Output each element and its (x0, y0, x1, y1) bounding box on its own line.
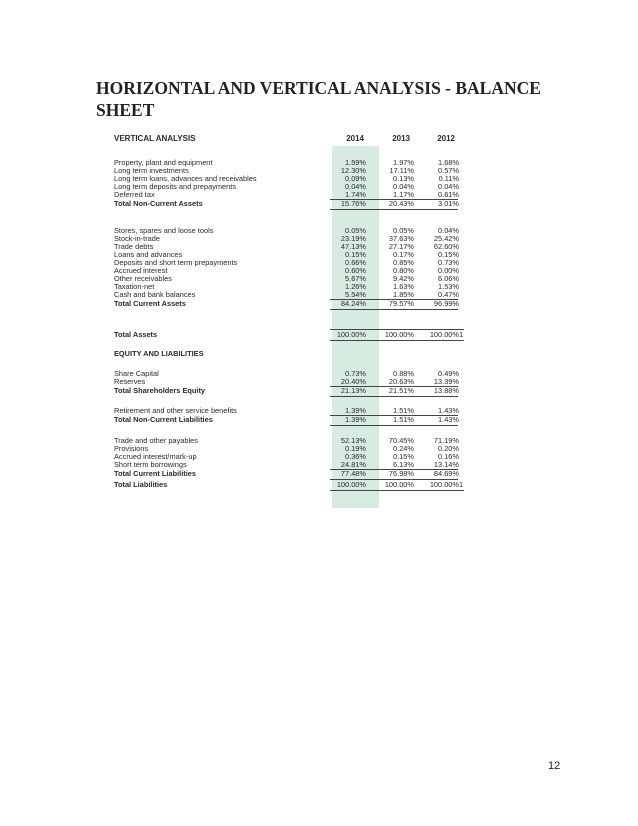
value-2012: 0.73% (438, 258, 459, 267)
value-2014: 24.81% (340, 460, 366, 469)
year-2012-header: 2012 (437, 134, 455, 143)
truncated-column-mark: 1 (459, 480, 464, 489)
row-label: Taxation-net (114, 282, 155, 291)
value-2012: 96.99% (433, 299, 459, 308)
table-row (114, 407, 464, 415)
value-2013: 76.98% (388, 469, 414, 478)
value-2012: 100.00% (429, 330, 459, 339)
value-2014: 21.13% (340, 386, 366, 395)
row-label: Loans and advances (114, 250, 183, 259)
value-2014: 0.04% (345, 182, 366, 191)
value-2014: 0.73% (345, 369, 366, 378)
row-label: Reserves (114, 377, 146, 386)
row-label: Total Assets (114, 330, 158, 339)
row-label: Property, plant and equipment (114, 158, 213, 167)
value-2012: 25.42% (433, 234, 459, 243)
value-2014: 23.19% (340, 234, 366, 243)
value-2012: 0.20% (438, 444, 459, 453)
value-2012: 0.16% (438, 452, 459, 461)
subtotal-rule (330, 209, 458, 210)
value-2014: 15.76% (340, 199, 366, 208)
row-label: Stock-in-trade (114, 234, 161, 243)
row-label: Total Current Liabilities (114, 469, 196, 478)
value-2014: 0.66% (345, 258, 366, 267)
value-2014: 1.39% (345, 406, 366, 415)
vertical-analysis-table (114, 134, 464, 512)
table-row (114, 331, 464, 339)
value-2014: 1.74% (345, 190, 366, 199)
value-2014: 12.30% (340, 166, 366, 175)
value-2013: 0.05% (393, 226, 414, 235)
value-2013: 1.51% (393, 415, 414, 424)
value-2013: 20.43% (388, 199, 414, 208)
value-2014: 0.19% (345, 444, 366, 453)
table-title: VERTICAL ANALYSIS (114, 134, 196, 143)
value-2012: 3.01% (438, 199, 459, 208)
row-label: Trade and other payables (114, 436, 198, 445)
value-2013: 100.00% (384, 330, 414, 339)
value-2013: 1.63% (393, 282, 414, 291)
row-label: Stores, spares and loose tools (114, 226, 214, 235)
value-2012: 1.53% (438, 282, 459, 291)
total-rule (330, 490, 464, 491)
row-label: Total Shareholders Equity (114, 386, 206, 395)
year-2013-header: 2013 (392, 134, 410, 143)
value-2013: 9.42% (393, 274, 414, 283)
value-2012: 0.61% (438, 190, 459, 199)
year-2014-header: 2014 (346, 134, 364, 143)
truncated-column-mark: 1 (459, 330, 464, 339)
value-2013: 20.63% (388, 377, 414, 386)
table-row (114, 291, 464, 299)
value-2012: 0.04% (438, 226, 459, 235)
row-label: Retirement and other service benefits (114, 406, 237, 415)
value-2012: 0.11% (438, 174, 459, 183)
value-2013: 1.85% (393, 290, 414, 299)
value-2013: 27.17% (388, 242, 414, 251)
page-number: 12 (548, 760, 561, 772)
section-title: EQUITY AND LIABILITIES (114, 349, 204, 358)
value-2012: 1.43% (438, 406, 459, 415)
value-2012: 1.68% (438, 158, 459, 167)
value-2014: 52.13% (340, 436, 366, 445)
table-row (114, 416, 464, 424)
value-2013: 1.17% (393, 190, 414, 199)
value-2012: 13.88% (433, 386, 459, 395)
section-heading (114, 350, 464, 358)
value-2014: 100.00% (336, 330, 366, 339)
row-label: Total Non-Current Liabilities (114, 415, 213, 424)
value-2013: 6.13% (393, 460, 414, 469)
table-row (114, 481, 464, 489)
row-label: Total Current Assets (114, 299, 186, 308)
subtotal-rule (330, 309, 458, 310)
value-2014: 5.67% (345, 274, 366, 283)
value-2012: 0.15% (438, 250, 459, 259)
value-2012: 84.69% (433, 469, 459, 478)
value-2014: 77.48% (340, 469, 366, 478)
table-row (114, 378, 464, 386)
table-row (114, 461, 464, 469)
value-2013: 0.85% (393, 258, 414, 267)
value-2012: 62.60% (433, 242, 459, 251)
table-row (114, 300, 464, 308)
row-label: Accrued interest (114, 266, 168, 275)
value-2012: 0.04% (438, 182, 459, 191)
value-2014: 1.59% (345, 158, 366, 167)
value-2013: 0.15% (393, 452, 414, 461)
row-label: Total Non-Current Assets (114, 199, 203, 208)
value-2013: 0.04% (393, 182, 414, 191)
value-2014: 0.05% (345, 226, 366, 235)
row-label: Trade debts (114, 242, 154, 251)
row-label: Long term deposits and prepayments (114, 182, 237, 191)
subtotal-rule (330, 396, 458, 397)
value-2014: 0.60% (345, 266, 366, 275)
row-label: Cash and bank balances (114, 290, 196, 299)
value-2013: 17.11% (389, 166, 414, 175)
value-2013: 1.51% (393, 406, 414, 415)
table-row (114, 387, 464, 395)
value-2012: 0.00% (438, 266, 459, 275)
value-2013: 1.97% (393, 158, 414, 167)
value-2013: 0.24% (393, 444, 414, 453)
row-label: Share Capital (114, 369, 159, 378)
value-2014: 1.39% (345, 415, 366, 424)
page-heading: HORIZONTAL AND VERTICAL ANALYSIS - BALANCE SHEET (96, 78, 541, 120)
value-2012: 0.57% (438, 166, 459, 175)
total-rule (330, 340, 464, 341)
table-row (114, 200, 464, 208)
value-2013: 70.45% (388, 436, 414, 445)
value-2014: 0.36% (345, 452, 366, 461)
value-2014: 47.13% (340, 242, 366, 251)
row-label: Total Liabilities (114, 480, 168, 489)
value-2012: 6.06% (438, 274, 459, 283)
row-label: Provisions (114, 444, 149, 453)
value-2014: 0.09% (345, 174, 366, 183)
value-2013: 100.00% (384, 480, 414, 489)
value-2012: 1.43% (438, 415, 459, 424)
value-2014: 84.24% (340, 299, 366, 308)
table-header (114, 134, 464, 144)
row-label: Long term loans, advances and receivables (114, 174, 257, 183)
row-label: Deferred tax (114, 190, 155, 199)
value-2012: 13.39% (433, 377, 459, 386)
value-2014: 20.40% (340, 377, 366, 386)
table-row (114, 191, 464, 199)
subtotal-rule (330, 425, 458, 426)
row-label: Short term borrowings (114, 460, 187, 469)
table-row (114, 470, 464, 478)
value-2012: 71.19% (433, 436, 459, 445)
value-2013: 21.51% (388, 386, 414, 395)
value-2013: 0.88% (393, 369, 414, 378)
value-2013: 0.17% (393, 250, 414, 259)
value-2014: 5.54% (345, 290, 366, 299)
value-2012: 0.47% (438, 290, 459, 299)
value-2013: 79.57% (388, 299, 414, 308)
value-2013: 0.80% (393, 266, 414, 275)
value-2013: 0.13% (393, 174, 414, 183)
value-2012: 0.49% (438, 369, 459, 378)
row-label: Long term investments (114, 166, 189, 175)
value-2014: 100.00% (336, 480, 366, 489)
value-2012: 13.14% (433, 460, 459, 469)
value-2014: 0.15% (345, 250, 366, 259)
value-2012: 100.00% (429, 480, 459, 489)
value-2014: 1.26% (345, 282, 366, 291)
row-label: Deposits and short term prepayments (114, 258, 238, 267)
value-2013: 37.63% (388, 234, 414, 243)
row-label: Accrued interest/mark-up (114, 452, 197, 461)
row-label: Other receivables (114, 274, 172, 283)
